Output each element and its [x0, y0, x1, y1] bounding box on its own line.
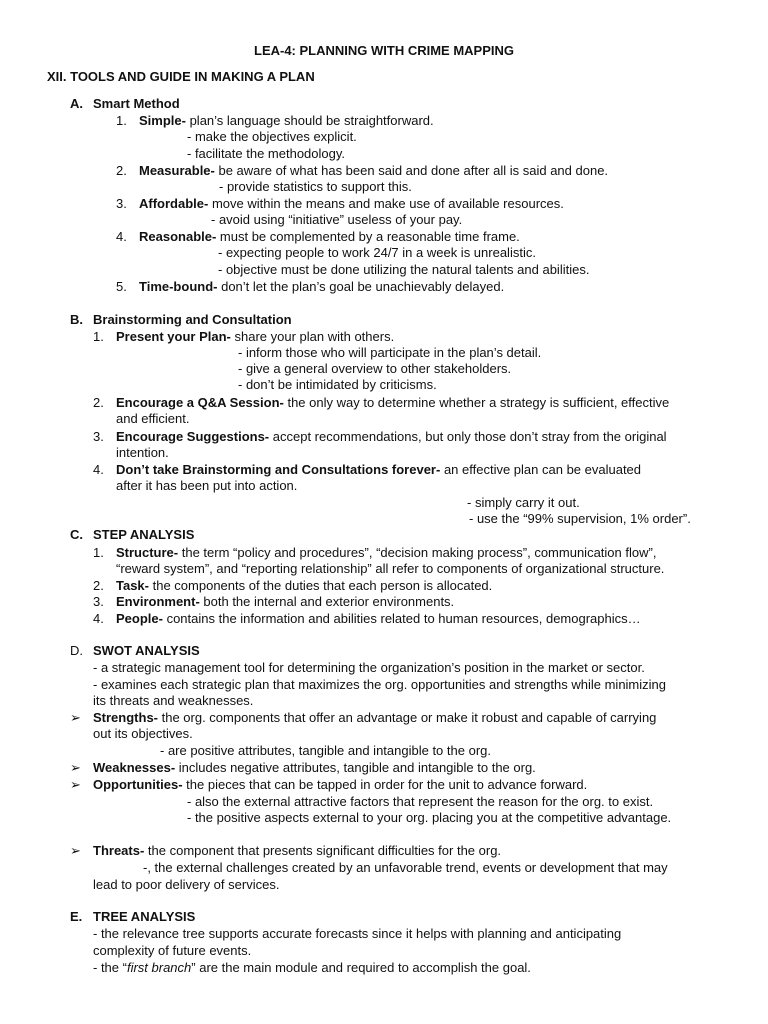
d-threats: [93, 843, 501, 859]
d-strengths: [93, 710, 656, 726]
a-item-2-text: be aware of what has been said and done after all is said and done.: [214, 163, 609, 178]
d-opportunities: [93, 777, 587, 793]
c-item-4-text: contains the information and abilities related to human resources, demographics…: [162, 611, 641, 626]
main-heading: XII. TOOLS AND GUIDE IN MAKING A PLAN: [47, 69, 315, 84]
b-item-1-num: 1.: [93, 329, 104, 344]
b-item-2-text: the only way to determine whether a strategy is sufficient, effective: [283, 395, 670, 410]
c-item-3: [116, 594, 454, 610]
b-item-2-cont: and efficient.: [116, 411, 190, 426]
c-item-1-num: 1.: [93, 545, 104, 560]
b-item-1-sub-3: - don’t be intimidated by criticisms.: [238, 377, 437, 392]
b-item-3-text: accept recommendations, but only those don’t stray from the original: [269, 429, 667, 444]
d-opportunities-text: the pieces that can be tapped in order for the unit to advance forward.: [182, 777, 588, 792]
d-intro-2: - examines each strategic plan that maximizes the org. opportunities and strengths while minimizing: [93, 677, 666, 692]
b-item-4-sub-1: - simply carry it out.: [467, 495, 580, 510]
c-item-2-text: the components of the duties that each person is allocated.: [149, 578, 493, 593]
a-item-1-text: plan’s language should be straightforward.: [185, 113, 434, 128]
section-d-letter: D.: [70, 643, 83, 658]
section-a-title: Smart Method: [93, 96, 180, 111]
section-d-title: SWOT ANALYSIS: [93, 643, 200, 658]
section-b-letter: B.: [70, 312, 83, 327]
d-intro-3: its threats and weaknesses.: [93, 693, 254, 708]
b-item-3-cont: intention.: [116, 445, 169, 460]
a-item-3-num: 3.: [116, 196, 127, 211]
e-line-2: complexity of future events.: [93, 943, 252, 958]
b-item-4: [116, 462, 641, 478]
c-item-2-term: Task-: [116, 578, 149, 593]
a-item-4-sub-2: - objective must be done utilizing the natural talents and abilities.: [218, 262, 590, 277]
a-item-4: [139, 229, 520, 245]
a-item-3-sub-1: - avoid using “initiative” useless of your pay.: [211, 212, 463, 227]
d-threats-text: the component that presents significant difficulties for the org.: [144, 843, 502, 858]
d-threats-term: Threats-: [93, 843, 145, 858]
c-item-3-num: 3.: [93, 594, 104, 609]
a-item-5-text: don’t let the plan’s goal be unachievably delayed.: [217, 279, 505, 294]
c-item-2: [116, 578, 492, 594]
b-item-1-sub-1: - inform those who will participate in the plan’s detail.: [238, 345, 542, 360]
section-c-letter: C.: [70, 527, 83, 542]
b-item-3-term: Encourage Suggestions-: [116, 429, 270, 444]
section-e-title: TREE ANALYSIS: [93, 909, 196, 924]
a-item-4-num: 4.: [116, 229, 127, 244]
a-item-2-num: 2.: [116, 163, 127, 178]
section-c-title: STEP ANALYSIS: [93, 527, 195, 542]
a-item-3-term: Affordable-: [139, 196, 209, 211]
a-item-1-term: Simple-: [139, 113, 186, 128]
c-item-3-text: both the internal and exterior environments.: [199, 594, 455, 609]
b-item-4-cont: after it has been put into action.: [116, 478, 298, 493]
a-item-4-sub-1: - expecting people to work 24/7 in a week is unrealistic.: [218, 245, 536, 260]
e-line-1: - the relevance tree supports accurate forecasts since it helps with planning and anticipating: [93, 926, 622, 941]
d-strengths-text: the org. components that offer an advantage or make it robust and capable of carrying: [158, 710, 657, 725]
d-strengths-term: Strengths-: [93, 710, 158, 725]
c-item-1-cont: “reward system”, and “reporting relationship” all refer to components of organizational structure.: [116, 561, 665, 576]
section-e-letter: E.: [70, 909, 83, 924]
b-item-2-term: Encourage a Q&A Session-: [116, 395, 284, 410]
c-item-2-num: 2.: [93, 578, 104, 593]
a-item-5-term: Time-bound-: [139, 279, 218, 294]
a-item-4-term: Reasonable-: [139, 229, 217, 244]
b-item-4-text: an effective plan can be evaluated: [440, 462, 642, 477]
b-item-4-num: 4.: [93, 462, 104, 477]
a-item-2: [139, 163, 608, 179]
b-item-4-sub-2: - use the “99% supervision, 1% order”.: [469, 511, 691, 526]
a-item-2-sub-1: - provide statistics to support this.: [219, 179, 412, 194]
a-item-5-num: 5.: [116, 279, 127, 294]
d-opportunities-term: Opportunities-: [93, 777, 183, 792]
arrow-bullet-icon: ➢: [70, 843, 81, 858]
e-line-3-em: first branch: [126, 960, 192, 975]
c-item-1-term: Structure-: [116, 545, 179, 560]
arrow-bullet-icon: ➢: [70, 710, 81, 725]
a-item-1-sub-2: - facilitate the methodology.: [187, 146, 346, 161]
a-item-3-text: move within the means and make use of available resources.: [208, 196, 564, 211]
b-item-4-term: Don’t take Brainstorming and Consultations forever-: [116, 462, 441, 477]
a-item-3: [139, 196, 564, 212]
e-line-3-pre: - the “: [93, 960, 127, 975]
c-item-4-term: People-: [116, 611, 163, 626]
c-item-1-text: the term “policy and procedures”, “decision making process”, communication flow”,: [178, 545, 657, 560]
a-item-1-sub-1: - make the objectives explicit.: [187, 129, 357, 144]
c-item-4: [116, 611, 641, 627]
d-threats-sub-1: -, the external challenges created by an unfavorable trend, events or development that may: [143, 860, 668, 875]
section-a-letter: A.: [70, 96, 83, 111]
e-line-3: [93, 960, 531, 976]
d-opportunities-sub-2: - the positive aspects external to your org. placing you at the competitive advantage.: [187, 810, 672, 825]
a-item-4-text: must be complemented by a reasonable time frame.: [216, 229, 520, 244]
b-item-1: [116, 329, 394, 345]
b-item-1-sub-2: - give a general overview to other stakeholders.: [238, 361, 512, 376]
d-intro-1: - a strategic management tool for determining the organization’s position in the market or sector.: [93, 660, 645, 675]
c-item-4-num: 4.: [93, 611, 104, 626]
b-item-3: [116, 429, 667, 445]
a-item-1-num: 1.: [116, 113, 127, 128]
c-item-1: [116, 545, 656, 561]
d-weaknesses-text: includes negative attributes, tangible and intangible to the org.: [175, 760, 536, 775]
d-weaknesses-term: Weaknesses-: [93, 760, 176, 775]
arrow-bullet-icon: ➢: [70, 760, 81, 775]
a-item-1: [139, 113, 434, 129]
b-item-2-num: 2.: [93, 395, 104, 410]
d-opportunities-sub-1: - also the external attractive factors that represent the reason for the org. to exist.: [187, 794, 654, 809]
d-threats-sub-2: lead to poor delivery of services.: [93, 877, 280, 892]
arrow-bullet-icon: ➢: [70, 777, 81, 792]
d-weaknesses: [93, 760, 536, 776]
c-item-3-term: Environment-: [116, 594, 200, 609]
e-line-3-post: ” are the main module and required to accomplish the goal.: [191, 960, 531, 975]
d-strengths-cont: out its objectives.: [93, 726, 193, 741]
section-b-title: Brainstorming and Consultation: [93, 312, 292, 327]
a-item-2-term: Measurable-: [139, 163, 215, 178]
document-title: LEA-4: PLANNING WITH CRIME MAPPING: [254, 43, 514, 58]
b-item-1-text: share your plan with others.: [230, 329, 395, 344]
d-strengths-sub-1: - are positive attributes, tangible and intangible to the org.: [160, 743, 491, 758]
b-item-1-term: Present your Plan-: [116, 329, 231, 344]
b-item-2: [116, 395, 669, 411]
a-item-5: [139, 279, 504, 295]
b-item-3-num: 3.: [93, 429, 104, 444]
